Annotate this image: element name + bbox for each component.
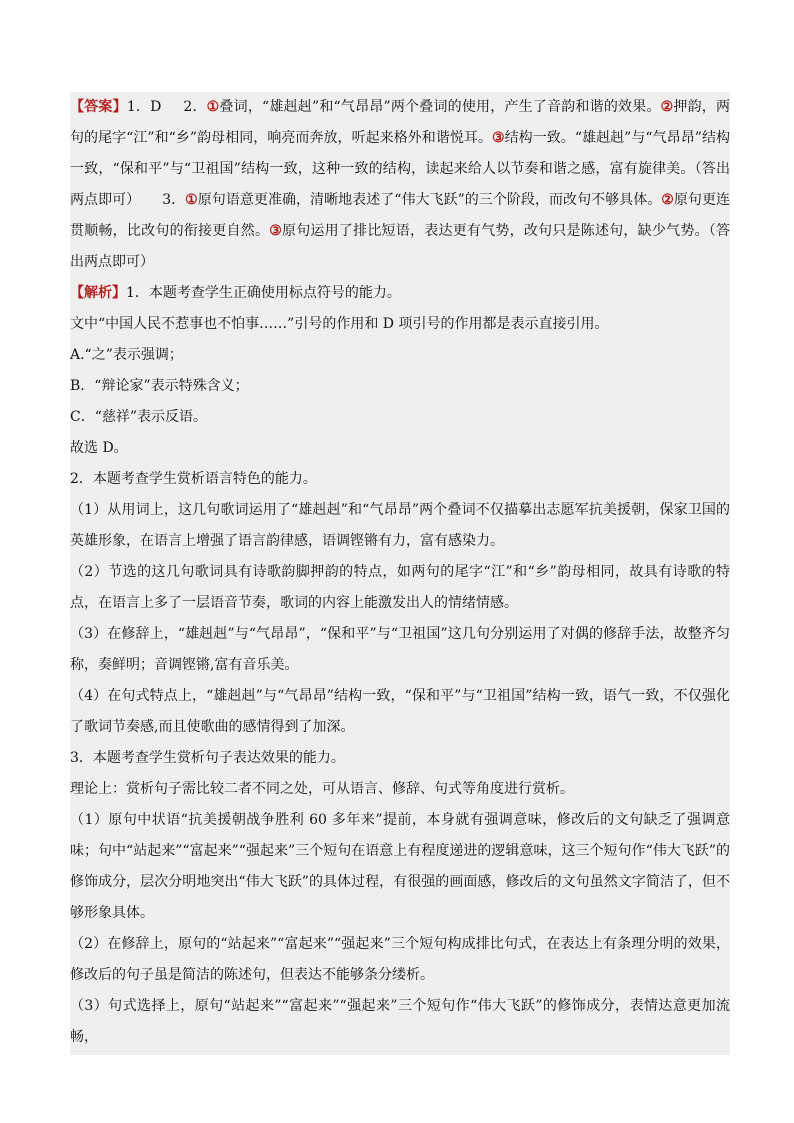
analysis-line: 理论上：赏析句子需比较二者不同之处，可从语言、修辞、句式等角度进行赏析。: [70, 781, 574, 797]
analysis-line: A.“之”表示强调；: [70, 347, 183, 363]
answer-q1: 1．D: [126, 99, 162, 115]
analysis-line: 2．本题考查学生赏析语言特色的能力。: [70, 471, 317, 487]
analysis-line: （2）在修辞上，原句的“站起来”“富起来”“强起来”三个短句构成排比句式，在表达上有条理分明的效果，修改后的句子虽是简洁的陈述句，但表达不能够条分缕析。: [70, 936, 730, 983]
analysis-heading: [70, 278, 730, 309]
circled-number-3: ③: [269, 223, 282, 239]
answer-paragraph: [70, 92, 730, 278]
analysis-line: 1．本题考查学生正确使用标点符号的能力。: [126, 285, 401, 301]
analysis-line: 文中“中国人民不惹事也不怕事……”引号的作用和 D 项引号的作用都是表示直接引用。: [70, 316, 609, 332]
answer-q3-point-3: 原句运用了排比短语，表达更有气势，改句只是陈述句，缺少气势。（答出两点即可）: [70, 223, 731, 270]
answer-q3-point-1: 原句语意更准确，清晰地表述了“伟大飞跃”的三个阶段，而改句不够具体。: [197, 192, 662, 208]
analysis-line: （2）节选的这几句歌词具有诗歌韵脚押韵的特点，如两句的尾字“江”和“乡”韵母相同，故具有诗歌的特点，在语言上多了一层语音节奏，歌词的内容上能激发出人的情绪情感。: [70, 564, 730, 611]
analysis-label: 【解析】: [70, 285, 126, 301]
circled-number-3: ③: [492, 130, 505, 146]
analysis-line: （4）在句式特点上，“雄赳赳”与“气昂昂”结构一致，“保和平”与“卫祖国”结构一致，语气一致，不仅强化了歌词节奏感,而且使歌曲的感情得到了加深。: [70, 688, 730, 735]
answer-analysis-block: [70, 92, 730, 1055]
answer-q2-number: 2．: [183, 99, 207, 115]
analysis-line: （1）原句中状语“抗美援朝战争胜利 60 多年来”提前，本身就有强调意味，修改后的文句缺乏了强调意味；句中“站起来”“富起来”“强起来”三个短句在语意上有程度递进的逻辑意味，这三个短句作“伟大飞跃”的修饰成分，层次分明地突出“伟大飞跃”的具体过程，有很强的画面感，修改后的文句虽然文字简洁了，但不够形象具体。: [70, 812, 730, 921]
answer-q3-number: 3．: [162, 192, 186, 208]
analysis-line: （3）句式选择上，原句“站起来”“富起来”“强起来”三个短句作“伟大飞跃”的修饰成分，表情达意更加流畅，: [70, 998, 730, 1045]
answer-q2-point-2: 押韵，两句的尾字“江”和“乡”韵母相同，响亮而奔放，听起来格外和谐悦耳。: [70, 99, 731, 146]
answer-label: 【答案】: [70, 99, 127, 115]
analysis-line: 3．本题考查学生赏析句子表达效果的能力。: [70, 750, 345, 766]
analysis-line: （1）从用词上，这几句歌词运用了“雄赳赳”和“气昂昂”两个叠词不仅描摹出志愿军抗美援朝，保家卫国的英雄形象，在语言上增强了语言韵律感，语调铿锵有力，富有感染力。: [70, 502, 730, 549]
circled-number-1: ①: [206, 99, 220, 115]
analysis-line: 故选 D。: [70, 440, 128, 456]
circled-number-2: ②: [661, 192, 674, 208]
answer-q3-point-2: 原句更连贯顺畅，比改句的衔接更自然。: [70, 192, 730, 239]
analysis-line: B．“辩论家”表示特殊含义；: [70, 378, 249, 394]
analysis-line: C．“慈祥”表示反语。: [70, 409, 208, 425]
answer-q2-point-3: 结构一致。“雄赳赳”与“气昂昂”结构一致，“保和平”与“卫祖国”结构一致，这种一致的结构，读起来给人以节奏和谐之感，富有旋律美。（答出两点即可）: [70, 130, 730, 208]
analysis-line: （3）在修辞上，“雄赳赳”与“气昂昂”，“保和平”与“卫祖国”这几句分别运用了对偶的修辞手法，故整齐匀称，奏鲜明；音调铿锵,富有音乐美。: [70, 626, 730, 673]
circled-number-2: ②: [660, 99, 674, 115]
circled-number-1: ①: [185, 192, 198, 208]
answer-q2-point-1: 叠词，“雄赳赳”和“气昂昂”两个叠词的使用，产生了音韵和谐的效果。: [219, 99, 661, 115]
